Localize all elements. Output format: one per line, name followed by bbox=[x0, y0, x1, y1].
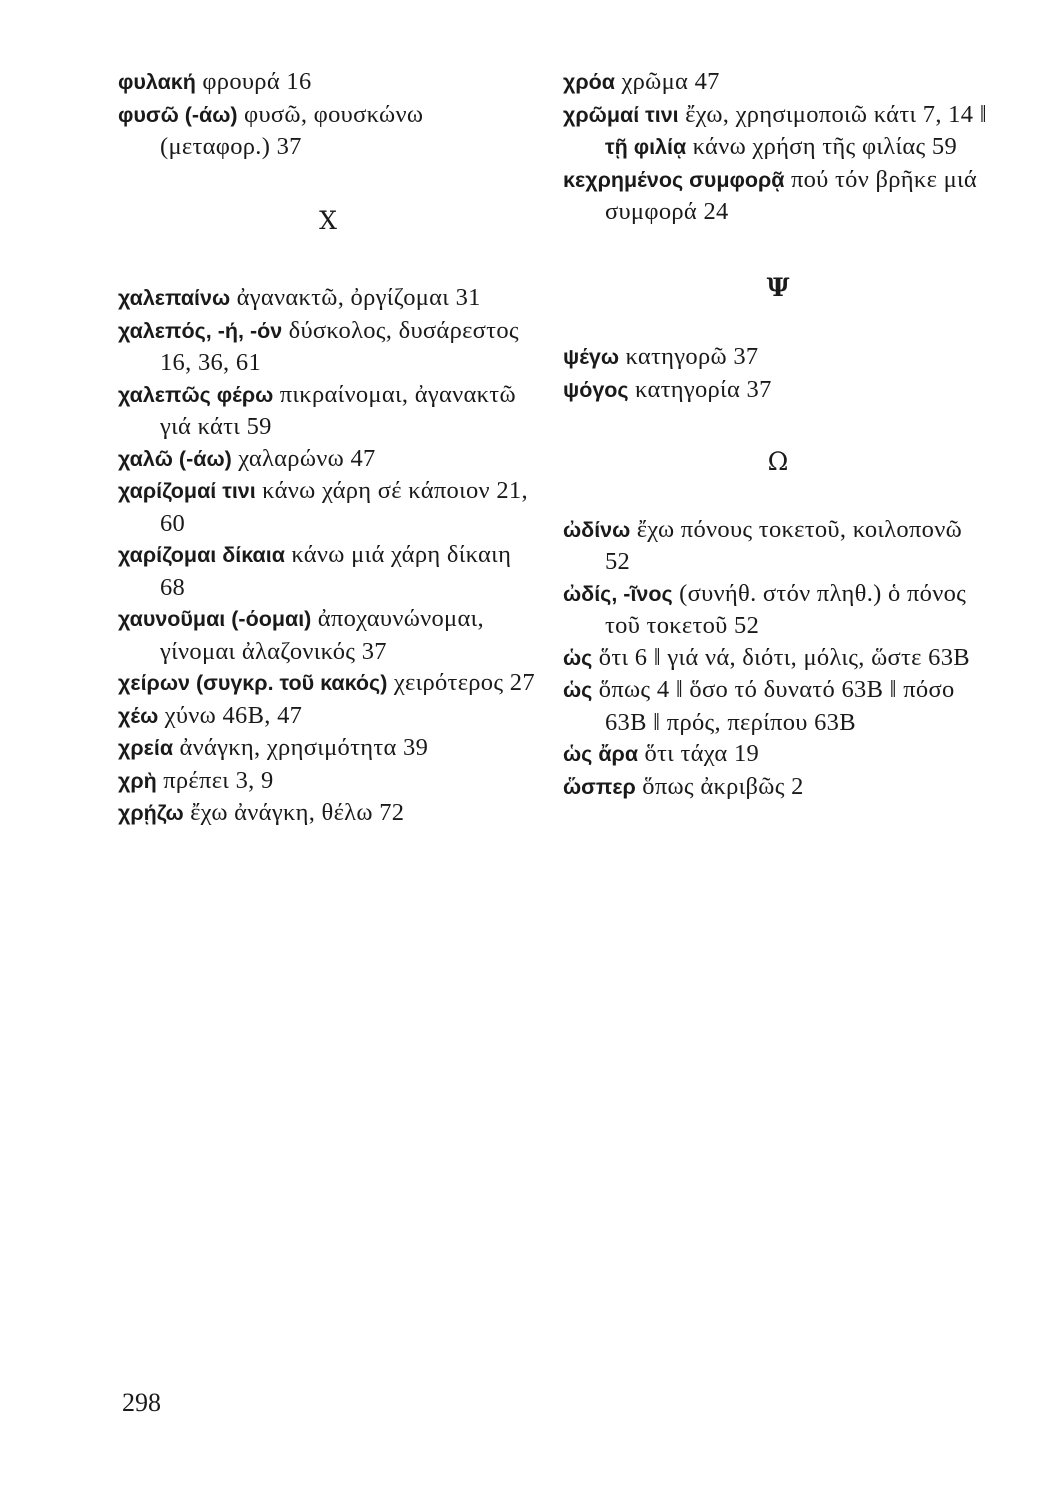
headword: χαλεπός, -ή, -όν bbox=[118, 318, 283, 343]
headword: φυλακή bbox=[118, 70, 196, 94]
definition: ἀγανακτῶ, ὀργίζομαι 31 bbox=[230, 284, 481, 311]
glossary-entry bbox=[118, 282, 538, 315]
headword: ψέγω bbox=[563, 345, 620, 369]
glossary-entry bbox=[118, 315, 538, 379]
section-letter-psi: Ψ bbox=[766, 272, 790, 302]
glossary-entry bbox=[118, 700, 538, 733]
headword: χρὴ bbox=[118, 768, 157, 793]
headword: χέω bbox=[118, 703, 159, 728]
glossary-entry bbox=[563, 514, 993, 578]
definition: πικραίνομαι, ἀγανακτῶ γιά κάτι 59 bbox=[160, 380, 516, 440]
glossary-entry bbox=[118, 765, 538, 798]
glossary-entry bbox=[563, 642, 993, 675]
headword: χαρίζομαί τινι bbox=[118, 479, 256, 503]
glossary-entry bbox=[563, 738, 993, 771]
headword: ὠδίς, -ῖνος bbox=[563, 581, 673, 606]
definition: χειρότερος 27 bbox=[387, 669, 535, 696]
definition: φρουρά 16 bbox=[195, 68, 312, 95]
definition: ἀνάγκη, χρησιμότητα 39 bbox=[173, 734, 429, 761]
headword: χαυνοῦμαι (-όομαι) bbox=[118, 607, 312, 631]
headword: χρεία bbox=[118, 736, 174, 760]
glossary-entry bbox=[118, 797, 538, 830]
headword: χρῄζω bbox=[118, 801, 184, 825]
glossary-entry bbox=[563, 66, 993, 99]
definition: κάνω χάρη σέ κάποιον 21, 60 bbox=[160, 477, 528, 537]
headword: χείρων (συγκρ. τοῦ κακός) bbox=[118, 671, 388, 695]
definition: χρῶμα 47 bbox=[615, 68, 720, 95]
glossary-entry bbox=[118, 66, 538, 99]
definition: ὅπως 4 ‖ ὅσο τό δυνατό 63Β ‖ πόσο 63Β ‖ πρός, περίπου 63Β bbox=[592, 676, 955, 736]
headword: τῇ φιλίᾳ bbox=[605, 135, 687, 159]
section-letter-chi: X bbox=[319, 205, 337, 235]
page-number: 298 bbox=[122, 1388, 161, 1417]
headword: χαλῶ (-άω) bbox=[118, 446, 232, 471]
glossary-entry bbox=[118, 99, 538, 163]
definition: ἔχω, χρησιμοποιῶ κάτι 7, 14 ‖ bbox=[678, 100, 987, 128]
headword: χαλεπαίνω bbox=[118, 286, 231, 310]
definition: ἀποχαυνώνομαι, γίνομαι ἀλαζονικός 37 bbox=[160, 605, 484, 665]
headword: χαλεπῶς φέρω bbox=[118, 382, 274, 407]
glossary-entry bbox=[118, 603, 538, 667]
glossary-entry bbox=[563, 374, 993, 407]
headword: ψόγος bbox=[563, 377, 629, 402]
right-column bbox=[563, 66, 993, 803]
section-letter-omega: Ω bbox=[767, 447, 789, 476]
glossary-entry bbox=[118, 475, 538, 539]
definition: ἔχω πόνους τοκετοῦ, κοιλοπονῶ 52 bbox=[605, 515, 963, 575]
headword: φυσῶ (-άω) bbox=[118, 102, 238, 127]
glossary-entry bbox=[118, 667, 538, 700]
definition: ὅπως ἀκριβῶς 2 bbox=[635, 772, 804, 800]
glossary-entry bbox=[563, 164, 993, 228]
glossary-entry bbox=[118, 732, 538, 765]
headword: ὡς bbox=[563, 678, 593, 702]
definition: (συνήθ. στόν πληθ.) ὁ πόνος τοῦ τοκετοῦ 52 bbox=[605, 579, 967, 639]
glossary-entry bbox=[563, 99, 993, 164]
glossary-entry bbox=[118, 539, 538, 603]
headword: ὠδίνω bbox=[563, 517, 631, 542]
definition: κάνω χρήση τῆς φιλίας 59 bbox=[686, 133, 958, 160]
definition: κατηγορία 37 bbox=[628, 375, 772, 403]
glossary-entry bbox=[118, 379, 538, 443]
headword: ὡς ἄρα bbox=[563, 742, 639, 766]
left-column bbox=[118, 66, 538, 830]
definition: κατηγορῶ 37 bbox=[619, 343, 759, 370]
headword: χρῶμαί τινι bbox=[563, 102, 679, 127]
glossary-entry bbox=[563, 578, 993, 642]
definition: χαλαρώνω 47 bbox=[231, 444, 376, 472]
headword: ὡς bbox=[563, 645, 593, 670]
headword: ὥσπερ bbox=[563, 774, 636, 799]
definition: ὅτι τάχα 19 bbox=[638, 740, 760, 767]
glossary-entry bbox=[563, 771, 993, 804]
definition: χύνω 46Β, 47 bbox=[158, 701, 303, 729]
definition: πρέπει 3, 9 bbox=[156, 766, 274, 794]
glossary-entry bbox=[563, 341, 993, 374]
definition: δύσκολος, δυσάρεστος 16, 36, 61 bbox=[160, 316, 519, 376]
definition: κάνω μιά χάρη δίκαιη 68 bbox=[160, 541, 512, 601]
glossary-entry bbox=[563, 674, 993, 738]
definition: φυσῶ, φουσκώνω (μεταφορ.) 37 bbox=[160, 100, 424, 160]
headword: χαρίζομαι δίκαια bbox=[118, 543, 285, 567]
definition: ἔχω ἀνάγκη, θέλω 72 bbox=[183, 799, 405, 826]
definition: ὅτι 6 ‖ γιά νά, διότι, μόλις, ὥστε 63Β bbox=[592, 643, 970, 671]
glossary-entry bbox=[118, 443, 538, 476]
definition: πού τόν βρῆκε μιά συμφορά 24 bbox=[605, 165, 978, 225]
headword: κεχρημένος συμφορᾷ bbox=[563, 167, 785, 192]
headword: χρόα bbox=[563, 70, 616, 94]
